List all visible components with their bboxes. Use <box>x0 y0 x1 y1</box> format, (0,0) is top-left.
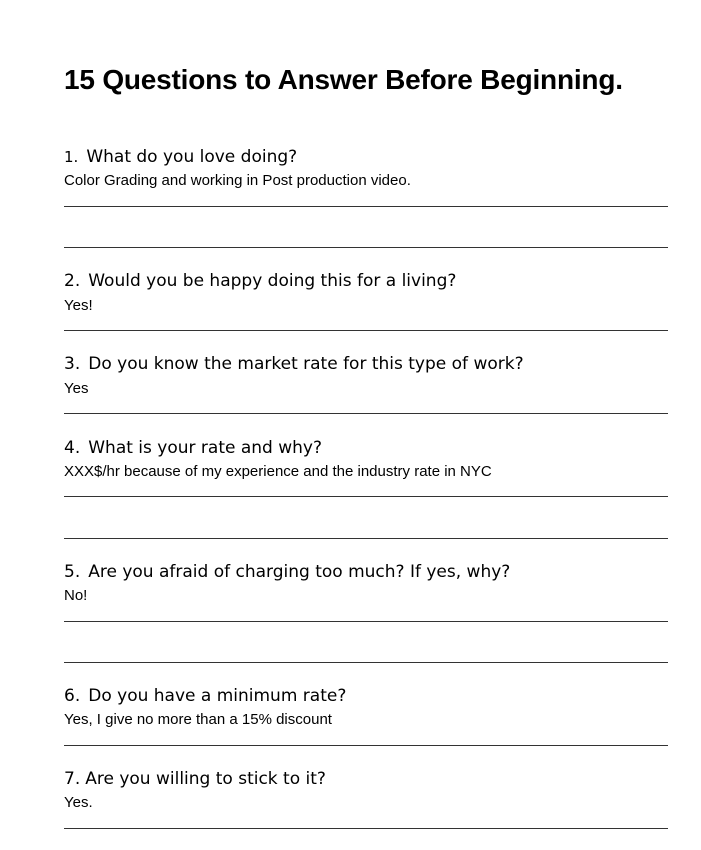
question-number: 4. <box>64 438 81 458</box>
question-text: Are you afraid of charging too much? If yes, why? <box>88 562 511 582</box>
question-number: 5. <box>64 562 81 582</box>
answer-3: Yes <box>64 380 89 397</box>
answer-4: XXX$/hr because of my experience and the industry rate in NYC <box>64 463 492 480</box>
question-text: What is your rate and why? <box>88 438 323 458</box>
answer-1: Color Grading and working in Post production video. <box>64 172 411 189</box>
answer-line <box>64 330 668 331</box>
question-6 <box>64 685 346 707</box>
answer-line <box>64 745 668 746</box>
question-4 <box>64 437 322 459</box>
question-7 <box>64 768 326 790</box>
question-2 <box>64 270 456 292</box>
answer-2: Yes! <box>64 297 93 314</box>
answer-5: No! <box>64 587 88 604</box>
answer-line <box>64 621 668 622</box>
question-number: 2. <box>64 271 81 291</box>
question-text: Do you know the market rate for this type of work? <box>88 354 524 374</box>
question-text: Are you willing to stick to it? <box>85 769 326 789</box>
question-text: Do you have a minimum rate? <box>88 686 347 706</box>
answer-line <box>64 496 668 497</box>
question-5 <box>64 561 510 583</box>
answer-6: Yes, I give no more than a 15% discount <box>64 711 332 728</box>
page-title: 15 Questions to Answer Before Beginning. <box>64 64 623 95</box>
answer-line <box>64 828 668 829</box>
answer-line <box>64 247 668 248</box>
question-number: 1. <box>64 148 79 166</box>
answer-line <box>64 538 668 539</box>
question-number: 6. <box>64 686 81 706</box>
question-number: 7. <box>64 769 81 789</box>
answer-7: Yes. <box>64 794 93 811</box>
question-1 <box>64 146 297 168</box>
question-text: Would you be happy doing this for a living? <box>88 271 457 291</box>
answer-line <box>64 662 668 663</box>
question-number: 3. <box>64 354 81 374</box>
question-text: What do you love doing? <box>86 147 298 167</box>
question-3 <box>64 353 524 375</box>
answer-line <box>64 206 668 207</box>
answer-line <box>64 413 668 414</box>
